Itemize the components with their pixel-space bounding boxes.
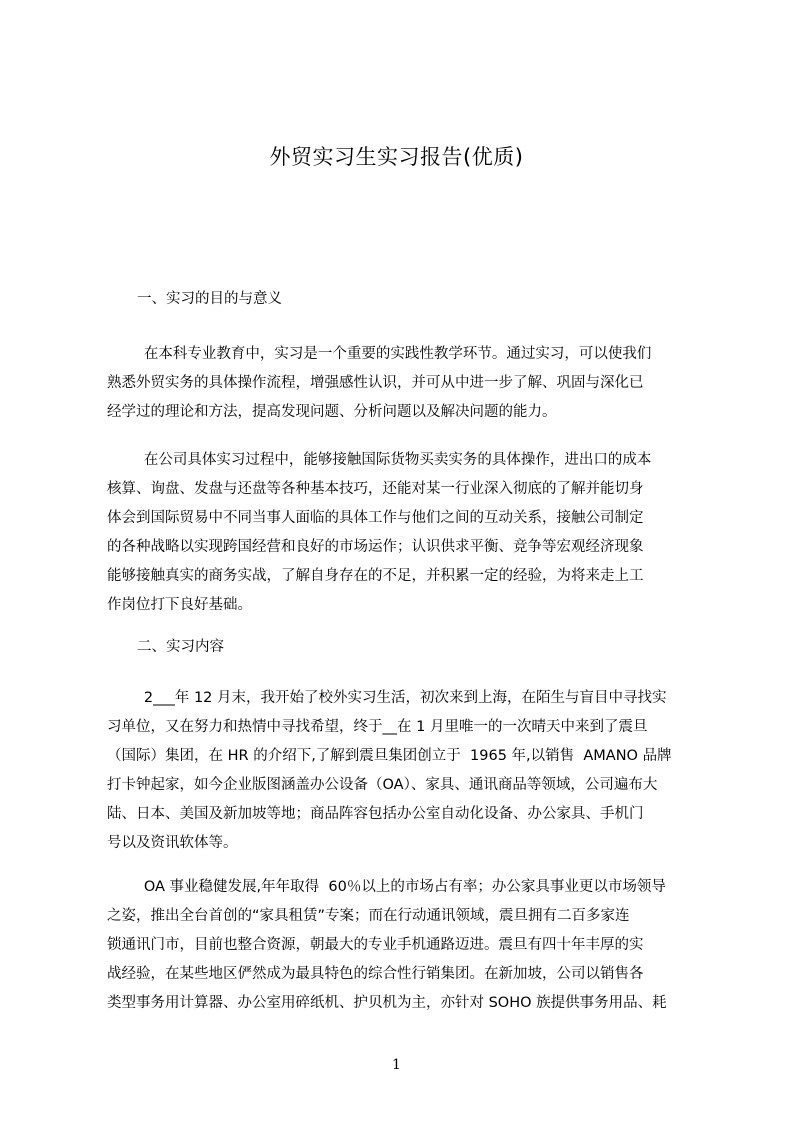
page-number: 1 (392, 1057, 401, 1073)
text-line: 习单位，又在努力和热情中寻找希望，终于__在 1 月里唯一的一次晴天中来到了震旦 (107, 719, 648, 735)
paragraph-content-2 (107, 873, 699, 1018)
text-line: 战经验，在某些地区俨然成为最具特色的综合性行销集团。在新加坡，公司以销售各 (107, 966, 644, 982)
text-line: 类型事务用计算器、办公室用碎纸机、护贝机为主，亦针对 SOHO 族提供事务用品、耗 (107, 995, 667, 1011)
text-line: 锁通讯门市，目前也整合资源，朝最大的专业手机通路迈进。震旦有四十年丰厚的实 (107, 937, 644, 953)
section-heading-purpose: 一、实习的目的与意义 (137, 291, 282, 307)
text-line: 能够接触真实的商务实战，了解自身存在的不足，并积累一定的经验，为将来走上工 (107, 568, 644, 584)
text-line: 经学过的理论和方法，提高发现问题、分析问题以及解决问题的能力。 (107, 404, 557, 420)
text-line: 熟悉外贸实务的具体操作流程，增强感性认识，并可从中进一步了解、巩固与深化已 (107, 375, 644, 391)
text-line: 打卡钟起家，如今企业版图涵盖办公设备（OA）、家具、通讯商品等领域，公司遍布大 (107, 777, 658, 793)
document-title: 外贸实习生实习报告(优质) (269, 145, 524, 169)
text-line: 2___年 12 月末，我开始了校外实习生活，初次来到上海，在陌生与盲目中寻找实 (107, 690, 667, 706)
text-line: 核算、询盘、发盘与还盘等各种基本技巧，还能对某一行业深入彻底的了解并能切身 (107, 481, 644, 497)
text-line: 体会到国际贸易中不同当事人面临的具体工作与他们之间的互动关系，接触公司制定 (107, 510, 644, 526)
text-line: 在公司具体实习过程中，能够接触国际货物买卖实务的具体操作，进出口的成本 (107, 452, 652, 468)
text-line: 在本科专业教育中，实习是一个重要的实践性教学环节。通过实习，可以使我们 (107, 346, 652, 362)
text-line: （国际）集团，在 HR 的介绍下,了解到震旦集团创立于 1965 年,以销售 AMANO 品牌 (107, 748, 672, 764)
paragraph-content-1 (107, 684, 699, 858)
text-line: 的各种战略以实现跨国经营和良好的市场运作；认识供求平衡、竞争等宏观经济现象 (107, 539, 644, 555)
text-line: 作岗位打下良好基础。 (107, 597, 252, 613)
text-line: OA 事业稳健发展,年年取得 60％以上的市场占有率；办公家具事业更以市场领导 (107, 879, 666, 895)
text-line: 陆、日本、美国及新加坡等地；商品阵容包括办公室自动化设备、办公家具、手机门 (107, 806, 644, 822)
text-line: 号以及资讯软体等。 (107, 835, 238, 851)
paragraph-purpose-1 (107, 340, 699, 427)
paragraph-purpose-2 (107, 446, 699, 620)
section-heading-content: 二、实习内容 (137, 639, 224, 655)
text-line: 之姿，推出全台首创的“家具租赁”专案；而在行动通讯领域，震旦拥有二百多家连 (107, 908, 630, 924)
